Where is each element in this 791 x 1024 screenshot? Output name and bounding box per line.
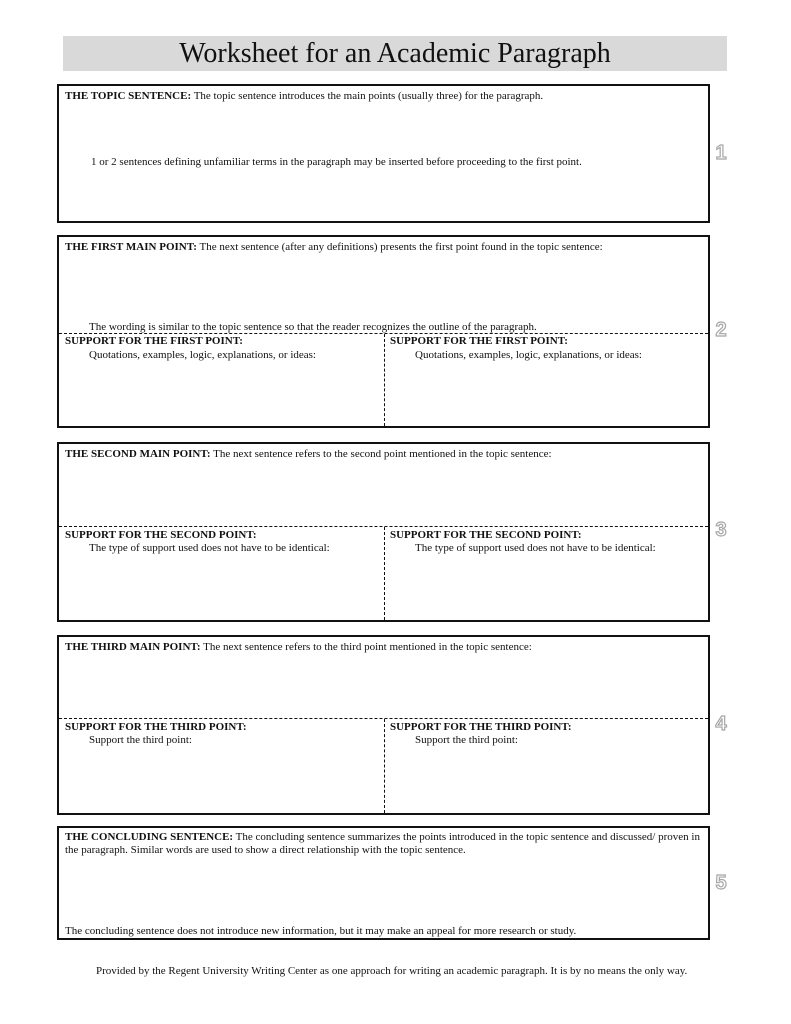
section-number-2: 2 — [715, 319, 727, 341]
second-support-right-text: The type of support used does not have to be identical: — [415, 542, 656, 554]
concluding-sentence-heading: THE CONCLUDING SENTENCE: — [65, 831, 234, 843]
third-support-right-heading: SUPPORT FOR THE THIRD POINT: — [390, 721, 572, 733]
section-number-3: 3 — [715, 519, 727, 541]
first-support-right-heading: SUPPORT FOR THE FIRST POINT: — [390, 335, 568, 347]
topic-sentence-note: 1 or 2 sentences defining unfamiliar terms in the paragraph may be inserted before proceeding to the first point. — [91, 156, 582, 168]
third-point-heading: THE THIRD MAIN POINT: — [65, 641, 201, 653]
first-point-prompt — [65, 241, 603, 254]
third-point-box[interactable] — [57, 635, 710, 815]
topic-sentence-heading: THE TOPIC SENTENCE: — [65, 90, 192, 102]
first-point-box[interactable] — [57, 235, 710, 428]
topic-sentence-box[interactable] — [57, 84, 710, 223]
first-support-divider — [384, 334, 385, 426]
second-point-box[interactable] — [57, 442, 710, 622]
second-point-prompt — [65, 448, 552, 461]
first-point-heading: THE FIRST MAIN POINT: — [65, 241, 197, 253]
section-number-5: 5 — [715, 872, 727, 894]
concluding-sentence-text: The concluding sentence summarizes the points introduced in the topic sentence and discussed/ proven in the paragraph. Similar words are used to show a direct relationship with the topic sentence. — [65, 831, 700, 856]
first-point-text: The next sentence (after any definitions) presents the first point found in the topic sentence: — [196, 241, 603, 253]
third-support-left-heading: SUPPORT FOR THE THIRD POINT: — [65, 721, 247, 733]
topic-sentence-text: The topic sentence introduces the main points (usually three) for the paragraph. — [191, 90, 544, 102]
first-support-left-heading: SUPPORT FOR THE FIRST POINT: — [65, 335, 243, 347]
section-number-4: 4 — [715, 713, 727, 735]
topic-sentence-prompt — [65, 90, 543, 103]
concluding-sentence-prompt — [65, 831, 701, 857]
second-support-divider — [384, 527, 385, 620]
third-support-left-text: Support the third point: — [89, 734, 192, 746]
third-point-text: The next sentence refers to the third point mentioned in the topic sentence: — [200, 641, 532, 653]
first-support-left-text: Quotations, examples, logic, explanations, or ideas: — [89, 349, 316, 361]
second-point-heading: THE SECOND MAIN POINT: — [65, 448, 211, 460]
concluding-sentence-note: The concluding sentence does not introduce new information, but it may make an appeal for more research or study. — [65, 925, 577, 937]
second-support-left-heading: SUPPORT FOR THE SECOND POINT: — [65, 529, 257, 541]
section-number-1: 1 — [715, 142, 727, 164]
second-support-left-text: The type of support used does not have to be identical: — [89, 542, 330, 554]
footer-note: Provided by the Regent University Writing Center as one approach for writing an academic paragraph. It is by no means the only way. — [96, 965, 688, 977]
second-point-text: The next sentence refers to the second point mentioned in the topic sentence: — [210, 448, 552, 460]
third-support-divider — [384, 719, 385, 813]
first-support-right-text: Quotations, examples, logic, explanations, or ideas: — [415, 349, 642, 361]
second-support-right-heading: SUPPORT FOR THE SECOND POINT: — [390, 529, 582, 541]
concluding-sentence-box[interactable] — [57, 826, 710, 940]
third-support-right-text: Support the third point: — [415, 734, 518, 746]
page-title: Worksheet for an Academic Paragraph — [63, 36, 727, 71]
first-point-note: The wording is similar to the topic sentence so that the reader recognizes the outline of the paragraph. — [89, 321, 537, 333]
third-point-prompt — [65, 641, 532, 654]
